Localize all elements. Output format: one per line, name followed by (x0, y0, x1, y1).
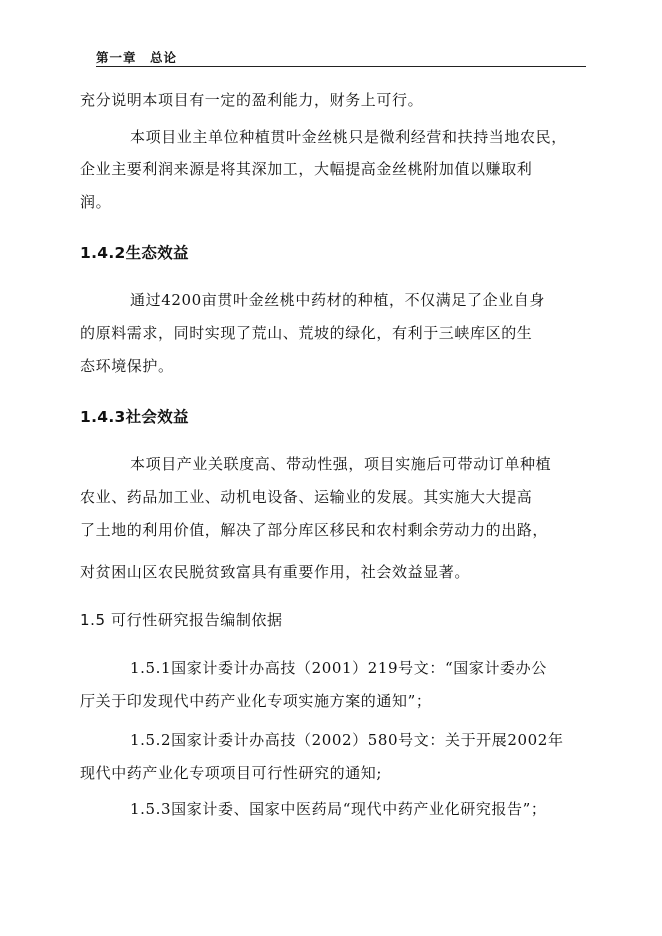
text-line: 1.5.3国家计委、国家中医药局“现代中药产业化研究报告”； (130, 800, 547, 818)
text-line: 态环境保护。 (80, 357, 174, 375)
text-line: 企业主要利润来源是将其深加工，大幅提高金丝桃附加值以赚取利 (80, 160, 533, 178)
text-line: 的原料需求，同时实现了荒山、荒坡的绿化，有利于三峡库区的生 (80, 324, 533, 342)
text-line: 农业、药品加工业、动机电设备、运输业的发展。其实施大大提高 (80, 488, 533, 506)
text-line: 1.5.1国家计委计办高技（2001）219号文：“国家计委办公 (130, 659, 547, 677)
text-line: 本项目产业关联度高、带动性强，项目实施后可带动订单种植 (130, 455, 552, 473)
text-line: 现代中药产业化专项项目可行性研究的通知; (80, 764, 383, 782)
text-line: 本项目业主单位种植贯叶金丝桃只是微利经营和扶持当地农民， (130, 128, 567, 146)
text-line: 充分说明本项目有一定的盈利能力，财务上可行。 (80, 91, 424, 109)
section-heading-1-5: 1.5 可行性研究报告编制依据 (80, 611, 283, 629)
page-header (96, 46, 586, 67)
section-heading-1-4-2: 1.4.2生态效益 (80, 244, 189, 262)
text-line: 通过4200亩贯叶金丝桃中药材的种植，不仅满足了企业自身 (130, 291, 545, 309)
text-line: 对贫困山区农民脱贫致富具有重要作用，社会效益显著。 (80, 563, 471, 581)
text-line: 了土地的利用价值，解决了部分库区移民和农村剩余劳动力的出路， (80, 521, 549, 539)
chapter-title: 第一章 总论 (96, 50, 178, 65)
text-line: 厅关于印发现代中药产业化专项实施方案的通知”； (80, 692, 432, 710)
section-heading-1-4-3: 1.4.3社会效益 (80, 408, 189, 426)
text-line: 1.5.2国家计委计办高技（2002）580号文：关于开展2002年 (130, 731, 564, 749)
text-line: 润。 (80, 193, 112, 211)
